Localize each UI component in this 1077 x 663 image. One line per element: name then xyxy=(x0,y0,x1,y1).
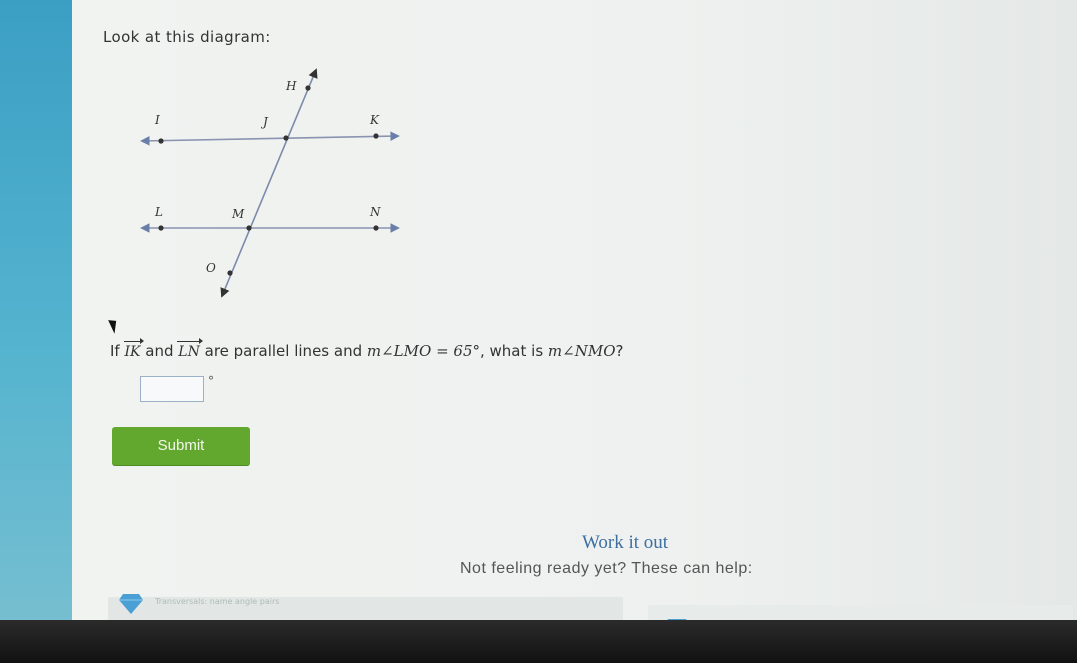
help-subtitle: Not feeling ready yet? These can help: xyxy=(460,560,753,577)
label-h: H xyxy=(286,79,297,93)
label-m: M xyxy=(232,207,245,221)
side-strip xyxy=(0,0,72,640)
monitor-bezel xyxy=(0,620,1077,663)
label-k: K xyxy=(370,113,379,127)
point-i xyxy=(158,138,163,143)
question-middle: are parallel lines and xyxy=(204,342,363,360)
label-o: O xyxy=(206,261,216,275)
question-suffix: , what is xyxy=(480,342,544,360)
label-i: I xyxy=(155,113,160,127)
submit-button[interactable]: Submit xyxy=(112,427,250,465)
answer-input[interactable] xyxy=(140,376,204,402)
point-k xyxy=(373,133,378,138)
prompt-text: Look at this diagram: xyxy=(103,28,271,46)
transversal xyxy=(222,70,316,296)
point-h xyxy=(305,85,310,90)
point-n xyxy=(373,225,378,230)
question-and: and xyxy=(145,342,174,360)
question-text xyxy=(110,342,623,360)
point-o xyxy=(227,270,232,275)
line-ik-name: IK xyxy=(124,344,141,360)
given-angle: m∠LMO = 65° xyxy=(366,342,480,360)
geometry-diagram xyxy=(130,58,420,308)
label-j: J xyxy=(263,115,268,129)
asked-angle: m∠NMO xyxy=(547,342,616,360)
skill-link-left[interactable]: Transversals: name angle pairs xyxy=(155,597,280,606)
question-end: ? xyxy=(615,342,624,360)
degree-symbol: ° xyxy=(208,374,214,388)
question-prefix: If xyxy=(110,342,120,360)
point-l xyxy=(158,225,163,230)
label-l: L xyxy=(155,205,163,219)
point-j xyxy=(283,135,288,140)
point-m xyxy=(246,225,251,230)
work-it-out-link[interactable]: Work it out xyxy=(582,532,669,553)
label-n: N xyxy=(370,205,381,219)
line-ik xyxy=(142,136,398,141)
line-ln-name: LN xyxy=(178,344,200,360)
